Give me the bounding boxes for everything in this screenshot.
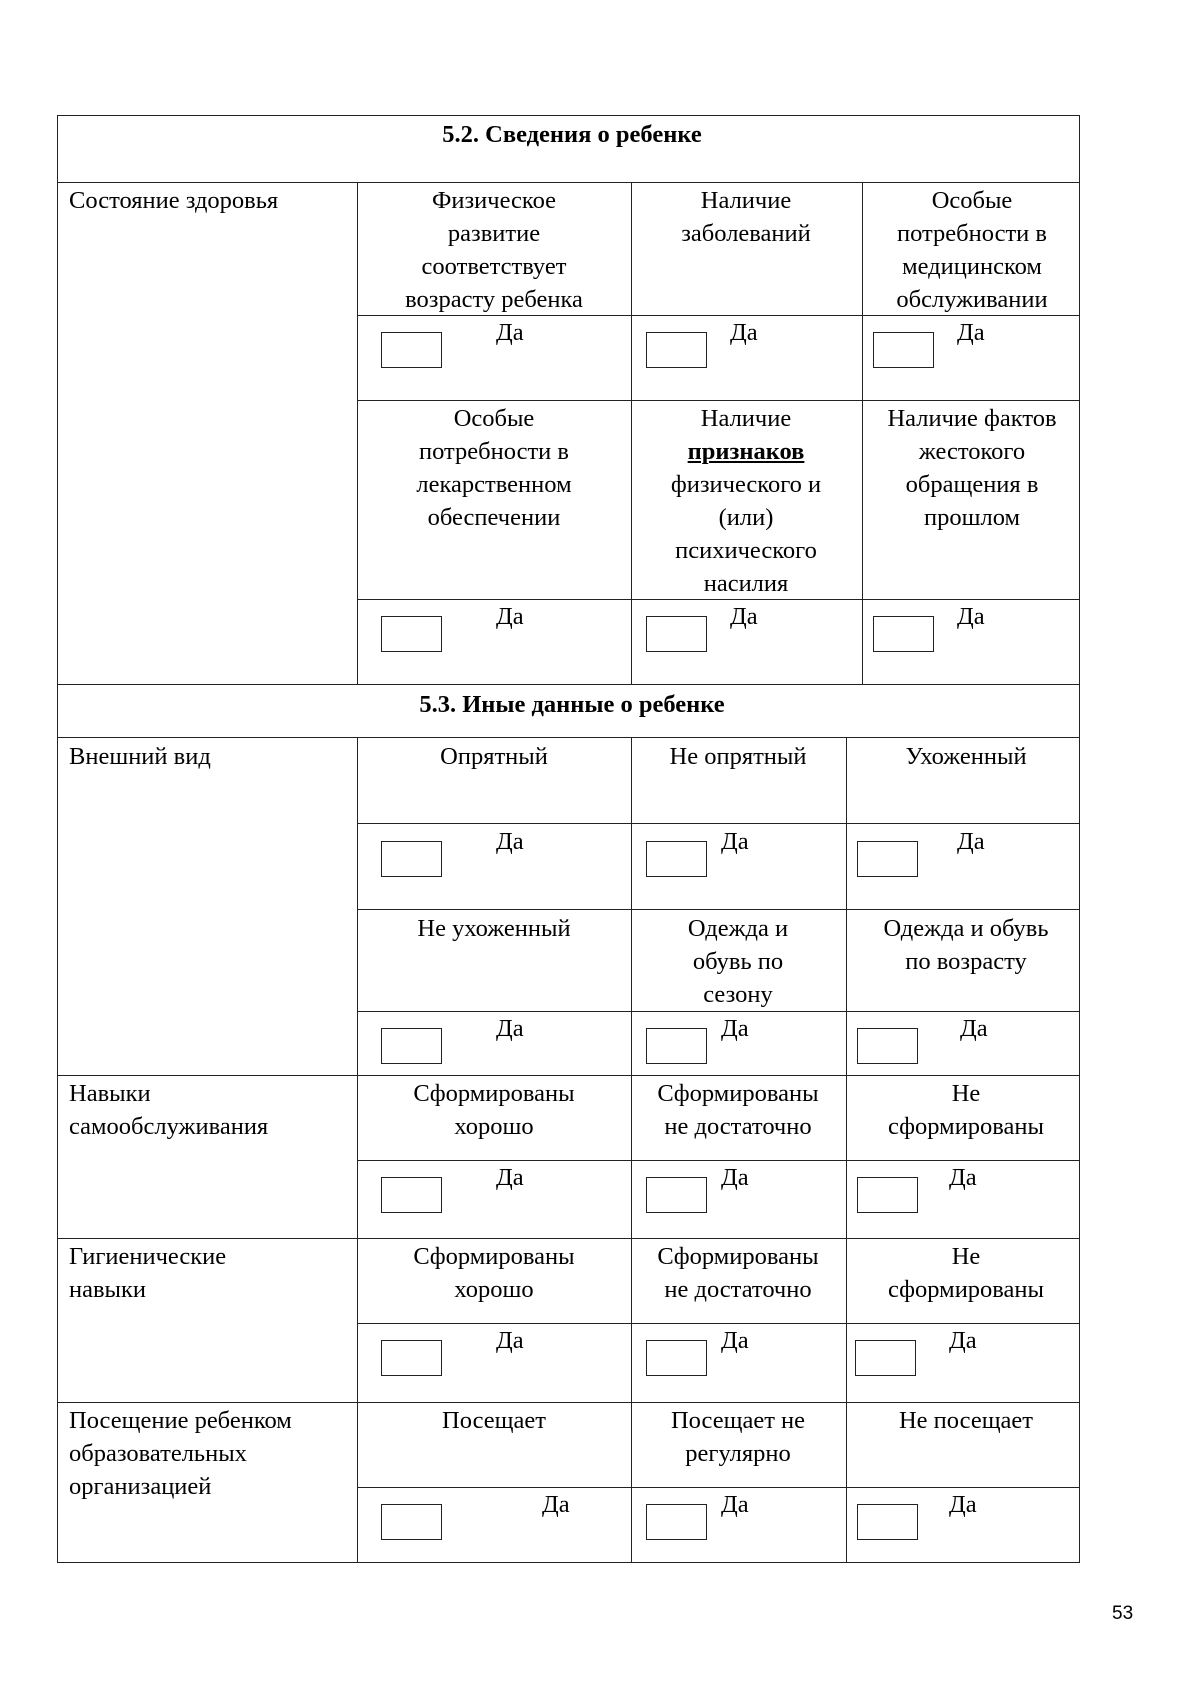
option-yes: Да xyxy=(542,1491,570,1518)
row-divider xyxy=(357,823,1080,824)
checkbox-medical-needs[interactable] xyxy=(873,332,934,368)
column-divider xyxy=(846,737,847,1563)
checkbox-groomed[interactable] xyxy=(857,841,918,877)
option-yes: Да xyxy=(721,1327,749,1354)
option-yes: Да xyxy=(496,1015,524,1042)
checkbox-diseases[interactable] xyxy=(646,332,707,368)
appearance-untidy-label: Не опрятный xyxy=(669,743,807,770)
option-yes: Да xyxy=(957,603,985,630)
option-yes: Да xyxy=(721,828,749,855)
row-divider xyxy=(57,684,1080,685)
checkbox-medication-needs[interactable] xyxy=(381,616,442,652)
column-divider xyxy=(631,182,632,684)
option-yes: Да xyxy=(957,828,985,855)
checkbox-attends[interactable] xyxy=(381,1504,442,1540)
column-divider xyxy=(357,182,358,684)
checkbox-abuse-history[interactable] xyxy=(873,616,934,652)
option-yes: Да xyxy=(957,319,985,346)
option-yes: Да xyxy=(496,828,524,855)
option-yes: Да xyxy=(721,1164,749,1191)
option-yes: Да xyxy=(496,603,524,630)
checkbox-hygiene-good[interactable] xyxy=(381,1340,442,1376)
page-number: 53 xyxy=(1112,1603,1134,1624)
appearance-ungroomed-label: Не ухоженный xyxy=(417,915,571,942)
row-divider xyxy=(357,909,1080,910)
option-yes: Да xyxy=(730,319,758,346)
section-title: 5.3. Иные данные о ребенке xyxy=(419,691,725,718)
option-yes: Да xyxy=(721,1491,749,1518)
row-divider xyxy=(57,1238,1080,1239)
option-yes: Да xyxy=(721,1015,749,1042)
checkbox-attends-irregular[interactable] xyxy=(646,1504,707,1540)
option-yes: Да xyxy=(496,319,524,346)
checkbox-hygiene-insufficient[interactable] xyxy=(646,1340,707,1376)
column-divider xyxy=(631,737,632,1563)
appearance-groomed-label: Ухоженный xyxy=(905,743,1027,770)
attendance-not-attends-label: Не посещает xyxy=(898,1407,1034,1434)
option-yes: Да xyxy=(949,1491,977,1518)
checkbox-violence-signs[interactable] xyxy=(646,616,707,652)
row-divider xyxy=(57,1402,1080,1403)
checkbox-untidy[interactable] xyxy=(646,841,707,877)
checkbox-season-clothes[interactable] xyxy=(646,1028,707,1064)
option-yes: Да xyxy=(949,1164,977,1191)
option-yes: Да xyxy=(730,603,758,630)
option-yes: Да xyxy=(949,1327,977,1354)
row-divider xyxy=(57,737,1080,738)
row-divider xyxy=(57,182,1080,183)
row-divider xyxy=(357,400,1080,401)
column-divider xyxy=(862,182,863,684)
section-title: 5.2. Сведения о ребенке xyxy=(442,121,702,148)
checkbox-hygiene-not-formed[interactable] xyxy=(855,1340,916,1376)
checkbox-not-attends[interactable] xyxy=(857,1504,918,1540)
appearance-neat-label: Опрятный xyxy=(440,743,548,770)
option-yes: Да xyxy=(496,1327,524,1354)
attendance-attends-label: Посещает xyxy=(442,1407,546,1434)
checkbox-age-clothes[interactable] xyxy=(857,1028,918,1064)
checkbox-neat[interactable] xyxy=(381,841,442,877)
row-label-health: Состояние здоровья xyxy=(69,187,279,214)
row-divider xyxy=(57,1075,1080,1076)
column-divider xyxy=(357,737,358,1563)
checkbox-physical-development[interactable] xyxy=(381,332,442,368)
option-yes: Да xyxy=(496,1164,524,1191)
checkbox-self-care-insufficient[interactable] xyxy=(646,1177,707,1213)
checkbox-ungroomed[interactable] xyxy=(381,1028,442,1064)
option-yes: Да xyxy=(960,1015,988,1042)
checkbox-self-care-not-formed[interactable] xyxy=(857,1177,918,1213)
row-label-appearance: Внешний вид xyxy=(69,743,211,770)
checkbox-self-care-good[interactable] xyxy=(381,1177,442,1213)
